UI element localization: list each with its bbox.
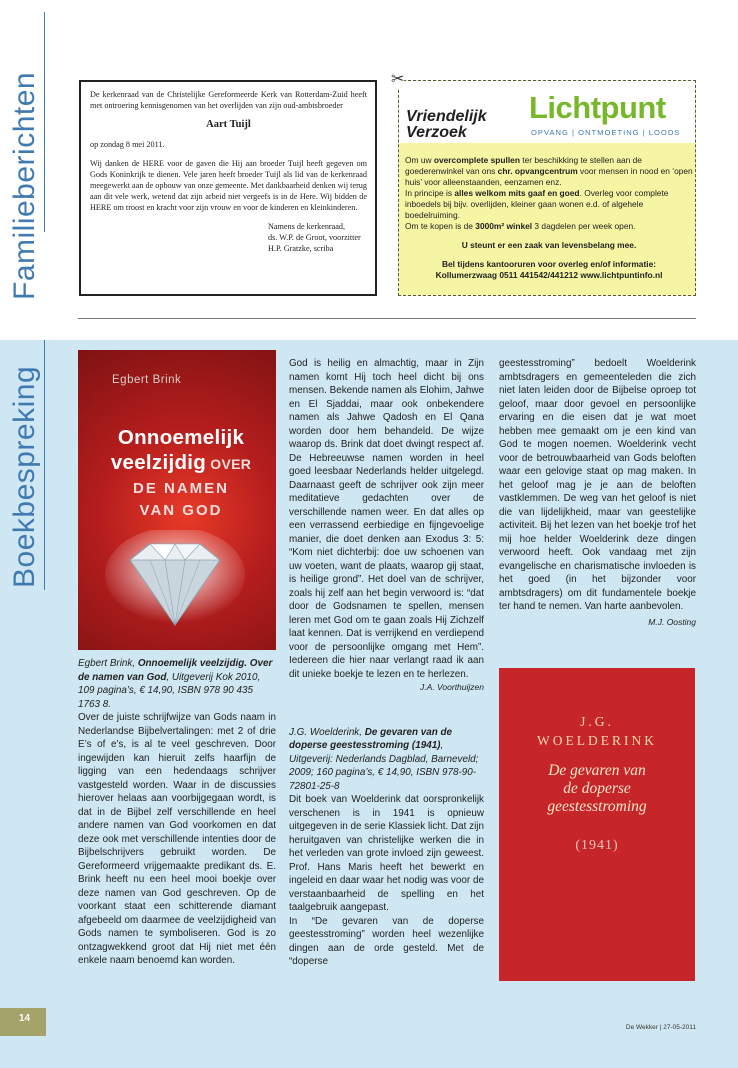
- cover-author: J.G. WOELDERINK: [537, 714, 657, 748]
- review-column-3: [499, 357, 696, 629]
- lichtpunt-advertisement: [391, 71, 696, 296]
- obituary-body: Wij danken de HERE voor de gaven die Hij aan broeder Tuijl heeft gegeven om Gods Koninkrijk te dienen. Vele jaren heeft broeder Tuijl als lid van de kerkenraad meegewerkt aan de opbouw van onze gemeente. Met dankbaarheid denken wij terug aan dit vele werk, wetend dat zijn arbeid niet vergeefs is in de Here. Wij bidden de HERE om troost en kracht voor zijn vrouw en voor de kinderen en kleinkinderen.: [90, 159, 367, 212]
- review-text: Dit boek van Woelderink dat oorspronkelijk verschenen is in 1941 is opnieuw uitgegeven in de serie Klassiek licht. Dat zijn heruitgaven van christelijke werken die in het verleden van grote invloed zijn geweest. Prof. Hans Maris heeft het bewerkt en ingeleid en daar waar het nodig was voor de verstaanbaarheid de spelling en het taalgebruik aangepast.: [289, 794, 484, 913]
- ad-heading: [406, 109, 487, 141]
- cover-year: (1941): [575, 838, 619, 853]
- obituary-intro: De kerkenraad van de Christelijke Gereformeerde Kerk van Rotterdam-Zuid heeft met ontroering kennisgenomen van het overlijden van zijn oud-ambtsbroeder: [90, 90, 367, 110]
- review-text: geestesstroming” bedoelt Woelderink ambtsdragers en gemeenteleden die zich niet laten leiden door de Bijbelse oproep tot geloof, maar door gevoel en persoonlijke ervaring en die eisen dat je wat moet hebben mee gemaakt om je een kind van God te mogen noemen. Woelderink vecht voor de betrouwbaarheid van Gods beloften waar een gelovige staat op mag maken. In het geloof mag je je aan de beloften vastklemmen. De weg van het geloof is niet die van lijdelijkheid, maar van geestelijke activiteit. Bij het lezen van het boekje trof het mij hoe helder Woelderink deze dingen verwoord heeft. Ook vandaag met zijn evangelische en charismatische invloeden is het goed (in het bijzonder voor ambtsdragers) om dit fundamentele boekje ter hand te nemen. Van harte aanbevolen.: [499, 358, 696, 612]
- scissors-icon: ✂: [391, 71, 405, 88]
- signature-line: H.P. Gratzke, scriba: [268, 244, 334, 253]
- obituary-notice: [79, 80, 377, 296]
- review-text: Over de juiste schrijfwijze van Gods naam in Nederlandse Bijbelvertalingen: met 2 of drie E’s of e’s, is al te veel geschreven. Door ingewijden kan hieruit zelfs haarfijn de ligging van een hedendaags schrijver vastgesteld worden. Waar in de discussies hierover helaas aan voorbijgegaan wordt, is dat in de Bijbel zelf verschillende en heel andere namen van God voorkomen en dat deze ook met verschillende intenties door de Bijbelschrijvers gebruikt worden. De Gereformeerd vrijgemaakte predikant ds. E. Brink heeft nu een heel mooi boekje over deze namen van God geschreven. Op de voorkant staat een schitterende diamant afgebeeld om daarmee de veelzijdigheid van Gods namen te symboliseren. God is zo ontzagwekkend groot dat Hij niet met één enkele naam benoemd kan worden.: [78, 712, 276, 966]
- publication-footer: De Wekker | 27-05-2011: [625, 1024, 696, 1031]
- obituary-name: Aart Tuijl: [206, 119, 251, 130]
- ad-contact-line: Bel tijdens kantooruren voor overleg en/of informatie:: [441, 259, 657, 269]
- signature-line: ds. W.P. de Groot, voorzitter: [268, 233, 361, 242]
- signature-line: Namens de kerkenraad,: [268, 222, 346, 231]
- ad-paragraph: In principe is alles welkom mits gaaf en goed. Overleg voor complete inboedels bij bijv. overlijden, kleiner gaan wonen e.d. of algehele boedelruiming.: [405, 188, 669, 220]
- cover-title: Onnoemelijk veelzijdig OVER: [110, 426, 252, 474]
- logo-tagline: OPVANG | ONTMOETING | LOODS: [531, 128, 681, 137]
- diamond-icon: [100, 530, 250, 640]
- obituary-date: op zondag 8 mei 2011.: [90, 140, 165, 149]
- review-column-1: [78, 657, 276, 968]
- book-cover-woelderink: [499, 668, 695, 981]
- review-text: God is heilig en almachtig, maar in Zijn namen komt Hij toch heel dicht bij ons mensen. Bekende namen als Elohim, Jahwe en El Sjaddai, maar ook onbekendere namen als Jahwe Qadosh en El Qana worden door hem behandeld. De wijze waarop ds. Brink dat doet dwingt respect af. De Hebreeuwse namen worden in heel goed leesbaar Nederlands helder uitgelegd. Daarnaast geeft de schrijver ook zijn meer meditatieve gedachten over de verschillende namen weer. En dat alles op een verrassend eerbiedige en fijngevoelige manier, die doet denken aan Exodus 3: 5: “Kom niet dichterbij: doe uw schoenen van uw voeten, want de plaats, waarop gij staat, is heilige grond”. Het doel van de schrijver, zoals hij zelf aan het begin verwoord is: “dat door de Godsnamen te spellen, mensen leren met God om te gaan zoals Hij Zichzelf laat kennen. Dat is verrijkend en verdiepend voor de persoonlijke omgang met Hem”. Iedereen die hier naar verlangt raad ik aan dit unieke boekje te lezen en te herlezen.: [289, 358, 484, 680]
- ad-heading-line: Vriendelijk: [406, 108, 487, 125]
- lichtpunt-logo: [529, 91, 689, 139]
- ad-heading-line: Verzoek: [406, 124, 467, 141]
- ad-support: U steunt er een zaak van levensbelang mee.: [461, 240, 637, 250]
- section-divider: [78, 318, 696, 319]
- review-column-2: [289, 357, 484, 969]
- ad-body: [405, 155, 693, 281]
- review-text: In “De gevaren van de doperse geestesstroming” worden heel wezenlijke dingen aan de orde gesteld. Met de “doperse: [289, 915, 484, 967]
- book-reference: Egbert Brink, Onnoemelijk veelzijdig. Over de namen van God, Uitgeverij Kok 2010, 109 pagina’s, € 14,90, ISBN 978 90 435 1763 8.: [78, 658, 273, 710]
- section-rule: [44, 12, 45, 232]
- section-rule: [44, 340, 45, 590]
- section-title-boekbespreking: Boekbespreking: [8, 365, 41, 588]
- ad-contact-line: Kollumerzwaag 0511 441542/441212 www.lichtpuntinfo.nl: [435, 270, 663, 280]
- page-number-box: [0, 1008, 46, 1036]
- reviewer-name: M.J. Oosting: [648, 616, 696, 627]
- obituary-signature: [268, 221, 367, 254]
- cover-subtitle: DE NAMEN VAN GOD: [132, 480, 229, 519]
- page-number: 14: [19, 1013, 31, 1024]
- ad-paragraph: Om uw overcomplete spullen ter beschikking te stellen aan de goederenwinkel van ons chr. opvangcentrum voor mensen in nood en ‘open huis’ voor alleenstaanden, eenzamen enz.: [405, 155, 693, 187]
- reviewer-name: J.A. Voorthuijzen: [420, 682, 484, 692]
- cover-author: Egbert Brink: [112, 374, 182, 386]
- ad-paragraph: Om te kopen is de 3000m² winkel 3 dagdelen per week open.: [405, 221, 636, 231]
- book-cover-onnoemelijk: [78, 350, 276, 650]
- section-title-familieberichten: Familieberichten: [8, 71, 41, 300]
- book-reference: J.G. Woelderink, De gevaren van de doperse geestesstroming (1941), Uitgeverij: Nederlands Dagblad, Barneveld; 2009; 160 pagina’s, € 14,90, ISBN 978-90-72801-25-8: [289, 726, 479, 792]
- cover-title: De gevaren van de doperse geestesstroming: [547, 762, 647, 815]
- logo-wordmark: Lichtpunt: [529, 90, 666, 125]
